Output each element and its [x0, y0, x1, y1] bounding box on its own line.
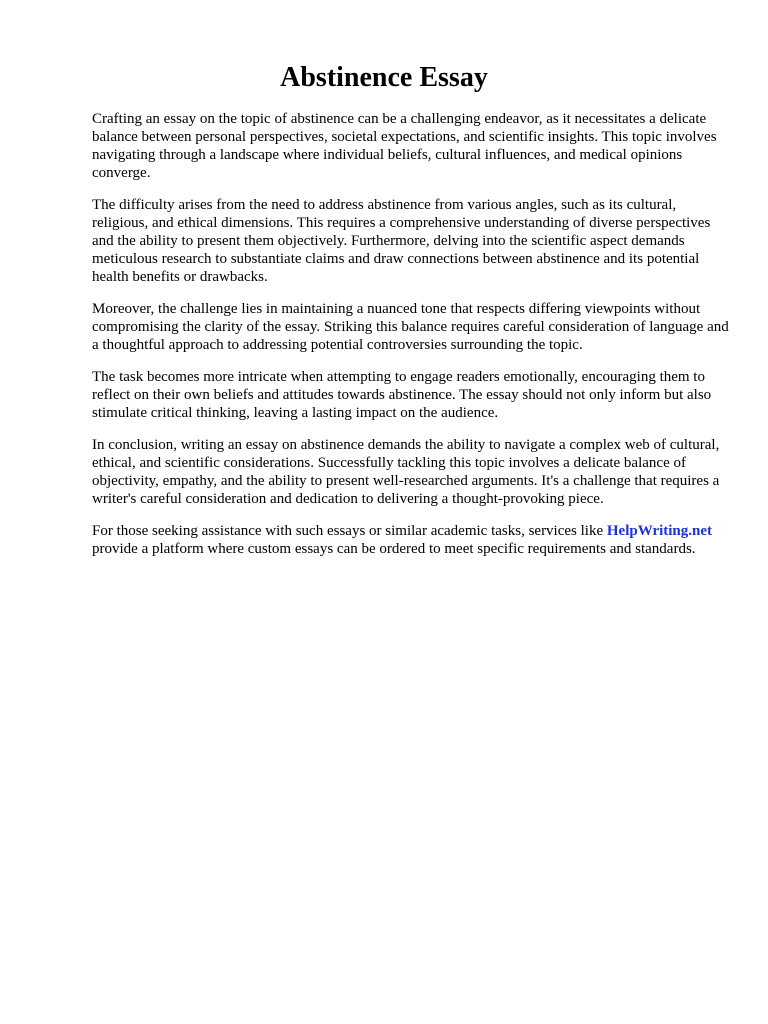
paragraph-4: The task becomes more intricate when attempting to engage readers emotionally, encouraging them to reflect on their own beliefs and attitudes towards abstinence. The essay should not only inform but also stimulate critical thinking, leaving a lasting impact on the audience.	[92, 369, 712, 421]
helpwriting-link[interactable]: HelpWriting.net	[606, 523, 713, 539]
paragraph-5: In conclusion, writing an essay on abstinence demands the ability to navigate a complex web of cultural, ethical, and scientific considerations. Successfully tackling this topic involves a delicate balance of objectivity, empathy, and the ability to present well-researched arguments. It's a challenge that requires a writer's careful consideration and dedication to delivering a thought-provoking piece.	[92, 437, 720, 507]
essay-body	[92, 110, 732, 572]
paragraph-1: Crafting an essay on the topic of abstinence can be a challenging endeavor, as it necessitates a delicate balance between personal perspectives, societal expectations, and scientific insights. This topic involves navigating through a landscape where individual beliefs, cultural influences, and medical opinions converge.	[92, 111, 717, 181]
closing-paragraph	[92, 522, 732, 558]
closing-text-before-link: For those seeking assistance with such essays or similar academic tasks, services like	[92, 523, 607, 539]
page-title: Abstinence Essay	[280, 62, 488, 93]
paragraph-3: Moreover, the challenge lies in maintaining a nuanced tone that respects differing viewpoints without compromising the clarity of the essay. Striking this balance requires careful consideration of language and a thoughtful approach to addressing potential controversies surrounding the topic.	[92, 301, 729, 353]
closing-text-after-link: provide a platform where custom essays can be ordered to meet specific requirements and standards.	[92, 541, 696, 557]
paragraph-2: The difficulty arises from the need to address abstinence from various angles, such as its cultural, religious, and ethical dimensions. This requires a comprehensive understanding of diverse perspectives and the ability to present them objectively. Furthermore, delving into the scientific aspect demands meticulous research to substantiate claims and draw connections between abstinence and its potential health benefits or drawbacks.	[92, 197, 711, 285]
